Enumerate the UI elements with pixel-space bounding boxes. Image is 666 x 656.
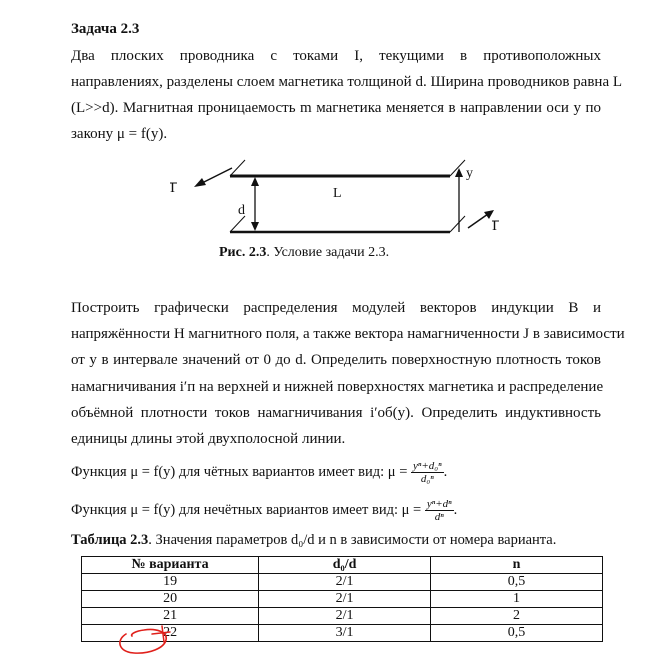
task-line-1: Построить графически распределения модулей векторов индукции B и [71,300,601,316]
odd-fraction-denominator: dⁿ [434,511,444,523]
figure-caption [219,245,389,261]
task-line-4: намагничивания i′п на верхней и нижней поверхностях магнетика и распределение [71,379,604,395]
table-row [82,591,603,608]
table-caption-number: Таблица 2.3 [71,532,149,548]
cell-ratio: 2/1 [259,608,431,625]
intro-line-1: Два плоских проводника с токами I, текущими в противоположных [71,48,601,64]
task-line-2: напряжённости H магнитного поля, а также вектора намагниченности J в зависимости [71,326,625,342]
header-ratio: d₀/d [259,557,431,574]
even-fraction [411,460,444,485]
task-line-3: от y в интервале значений от 0 до d. Определить поверхностную плотность токов [71,352,601,368]
task-line-5: объёмной плотности токов намагничивания i′об(y). Определить индуктивность [71,405,601,421]
width-label: L [333,186,342,201]
conductor-figure [150,158,510,242]
thickness-label: d [238,203,245,218]
odd-fraction-numerator: yⁿ+dⁿ [426,498,452,510]
cell-variant: 19 [82,574,259,591]
figure-caption-text: . Условие задачи 2.3. [266,245,390,260]
header-variant: № варианта [82,557,259,574]
cell-n: 2 [431,608,603,625]
intro-line-3: (L>>d). Магнитная проницаемость m магнетика меняется в направлении оси y по [71,100,601,116]
table-row [82,574,603,591]
cell-n: 0,5 [431,625,603,642]
current-arrow-left [200,168,232,184]
table-caption [71,532,556,549]
current-arrow-right [468,214,488,228]
current-label-left: I [170,180,175,196]
cell-ratio: 2/1 [259,574,431,591]
cell-ratio: 3/1 [259,625,431,642]
cell-n: 1 [431,591,603,608]
even-fraction-numerator: yⁿ+d₀ⁿ [413,460,442,472]
cell-variant: 21 [82,608,259,625]
header-n: n [431,557,603,574]
even-function: Функция μ = f(y) для чётных вариантов имеет вид: μ = $\frac{\text{yⁿ+d₀ⁿ}}{\text{d₀ⁿ}}$ . [71,460,448,485]
odd-function-text: Функция μ = f(y) для нечётных вариантов имеет вид: μ = [71,501,422,518]
figure-caption-number: Рис. 2.3 [219,245,267,260]
intro-line-4: закону μ = f(y). [71,126,168,142]
even-function-text: Функция μ = f(y) для чётных вариантов имеет вид: μ = [71,463,408,480]
task-line-6: единицы длины этой двухполосной линии. [71,431,346,447]
table-caption-text: . Значения параметров d₀/d и n в зависимости от номера варианта. [148,532,557,548]
red-annotation-circle [112,620,182,656]
current-label-right: I [492,218,497,234]
cell-ratio: 2/1 [259,591,431,608]
even-fraction-denominator: d₀ⁿ [420,473,434,485]
cell-variant: 20 [82,591,259,608]
odd-function: Функция μ = f(y) для нечётных вариантов имеет вид: μ = $\frac{\text{yⁿ+dⁿ}}{\text{dⁿ}}$ . [71,498,458,523]
problem-heading: Задача 2.3 [71,21,140,37]
axis-label: y [466,166,473,181]
intro-line-2: направлениях, разделены слоем магнетика толщиной d. Ширина проводников равна L [71,74,623,90]
cell-n: 0,5 [431,574,603,591]
cell-variant: 22 [82,625,259,642]
odd-fraction [425,498,454,523]
table-header-row [82,557,603,574]
